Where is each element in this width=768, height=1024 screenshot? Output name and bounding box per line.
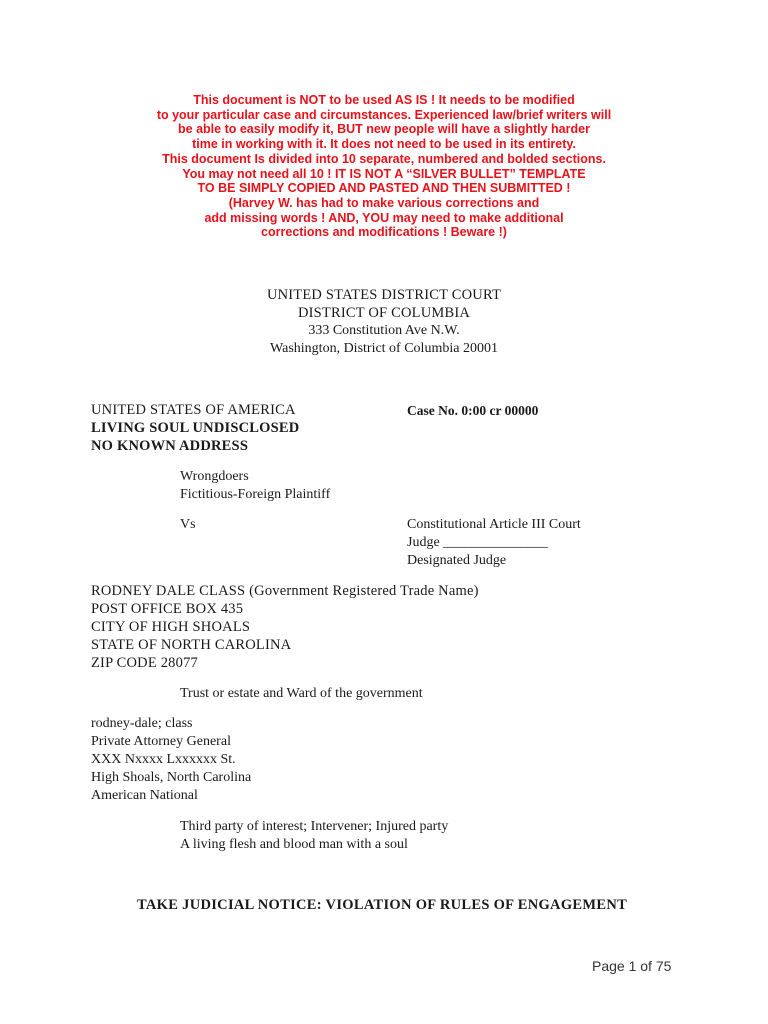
warning-line: corrections and modifications ! Beware !) (261, 225, 507, 240)
warning-line: add missing words ! AND, YOU may need to make additional (204, 210, 564, 225)
intervener-street: XXX Nxxxx Lxxxxxx St. (91, 752, 236, 767)
court-type: Constitutional Article III Court (407, 517, 581, 532)
court-name: UNITED STATES DISTRICT COURT (266, 287, 502, 303)
warning-line: be able to easily modify it, BUT new people will have a slightly harder (178, 122, 590, 137)
warning-line: (Harvey W. has had to make various corrections and (228, 195, 540, 210)
party-no-address: NO KNOWN ADDRESS (91, 438, 249, 454)
notice-title: TAKE JUDICIAL NOTICE: VIOLATION OF RULES OF ENGAGEMENT (137, 897, 628, 913)
defendant-name: RODNEY DALE CLASS (Government Registered Trade Name) (91, 583, 479, 599)
defendant-zip: ZIP CODE 28077 (91, 655, 198, 671)
court-district: DISTRICT OF COLUMBIA (297, 305, 471, 321)
intervener-nationality: American National (91, 788, 198, 803)
warning-line: You may not need all 10 ! IT IS NOT A “SILVER BULLET” TEMPLATE (182, 166, 586, 181)
designated-judge: Designated Judge (407, 553, 507, 568)
warning-line: TO BE SIMPLY COPIED AND PASTED AND THEN SUBMITTED ! (197, 181, 571, 196)
page-number: Page 1 of 75 (592, 958, 672, 974)
role-wrongdoers: Wrongdoers (180, 469, 249, 484)
warning-line: This document is NOT to be used AS IS ! It needs to be modified (193, 93, 575, 107)
court-city: Washington, District of Columbia 20001 (270, 341, 498, 356)
role-plaintiff: Fictitious-Foreign Plaintiff (180, 487, 331, 502)
party-usa: UNITED STATES OF AMERICA (91, 402, 296, 418)
defendant-city: CITY OF HIGH SHOALS (91, 619, 251, 635)
court-street: 333 Constitution Ave N.W. (308, 323, 460, 338)
intervener-role: Third party of interest; Intervener; Injured party (180, 819, 449, 834)
warning-line: time in working with it. It does not need to be used in its entirety. (192, 137, 576, 152)
intervener-name: rodney-dale; class (91, 716, 193, 731)
defendant-state: STATE OF NORTH CAROLINA (91, 637, 292, 653)
intervener-description: A living flesh and blood man with a soul (180, 837, 408, 852)
warning-line: to your particular case and circumstances. Experienced law/brief writers will (156, 107, 612, 122)
versus: Vs (180, 517, 196, 532)
intervener-city: High Shoals, North Carolina (91, 770, 252, 785)
court-header (0, 286, 768, 358)
warning-notice (0, 93, 768, 240)
defendant-role: Trust or estate and Ward of the government (180, 686, 423, 701)
warning-line: This document Is divided into 10 separate, numbered and bolded sections. (162, 151, 606, 166)
judge-line: Judge _______________ (407, 535, 549, 550)
intervener-title: Private Attorney General (91, 734, 231, 749)
defendant-box: POST OFFICE BOX 435 (91, 601, 244, 617)
case-number: Case No. 0:00 cr 00000 (407, 403, 539, 418)
party-living-soul: LIVING SOUL UNDISCLOSED (91, 420, 300, 436)
